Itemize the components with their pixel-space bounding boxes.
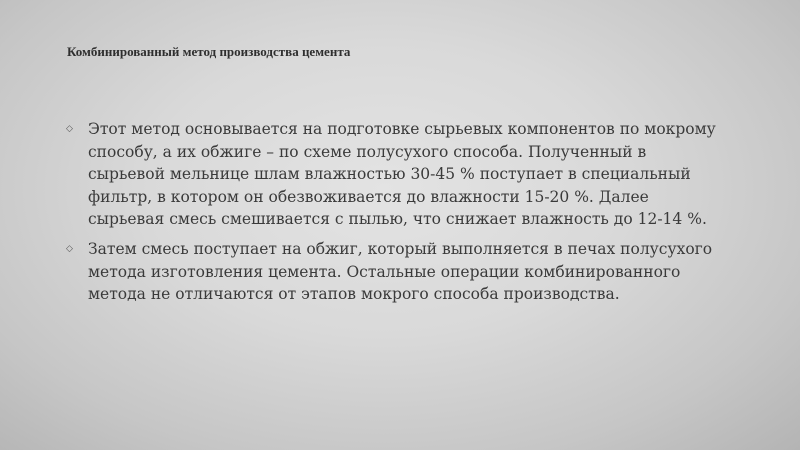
slide-title: Комбинированный метод производства цемента bbox=[67, 44, 351, 59]
bullet-text-2: Затем смесь поступает на обжиг, который выполняется в печах полусухого метода изготовления цемента. Остальные операции комбинированного метода не отличаются от этапов мокрого способа производства. bbox=[88, 239, 713, 304]
bullet-list bbox=[66, 118, 726, 313]
diamond-outline-icon: ◇ bbox=[66, 243, 73, 254]
diamond-outline-icon: ◇ bbox=[66, 124, 73, 134]
bullet-text-1: Этот метод основывается на подготовке сырьевых компонентов по мокрому способу, а их обжиге – по схеме полусухого способа. Полученный в сырьевой мельнице шлам влажностью 30-45 % поступает в специальный фильтр, в котором он обезвоживается до влажности 15-20 %. Далее сырьевая смесь смешивается с пылью, что снижает влажность до 12-14 %. bbox=[88, 120, 716, 229]
bullet-item-1 bbox=[66, 118, 726, 231]
bullet-item-2 bbox=[66, 238, 726, 306]
